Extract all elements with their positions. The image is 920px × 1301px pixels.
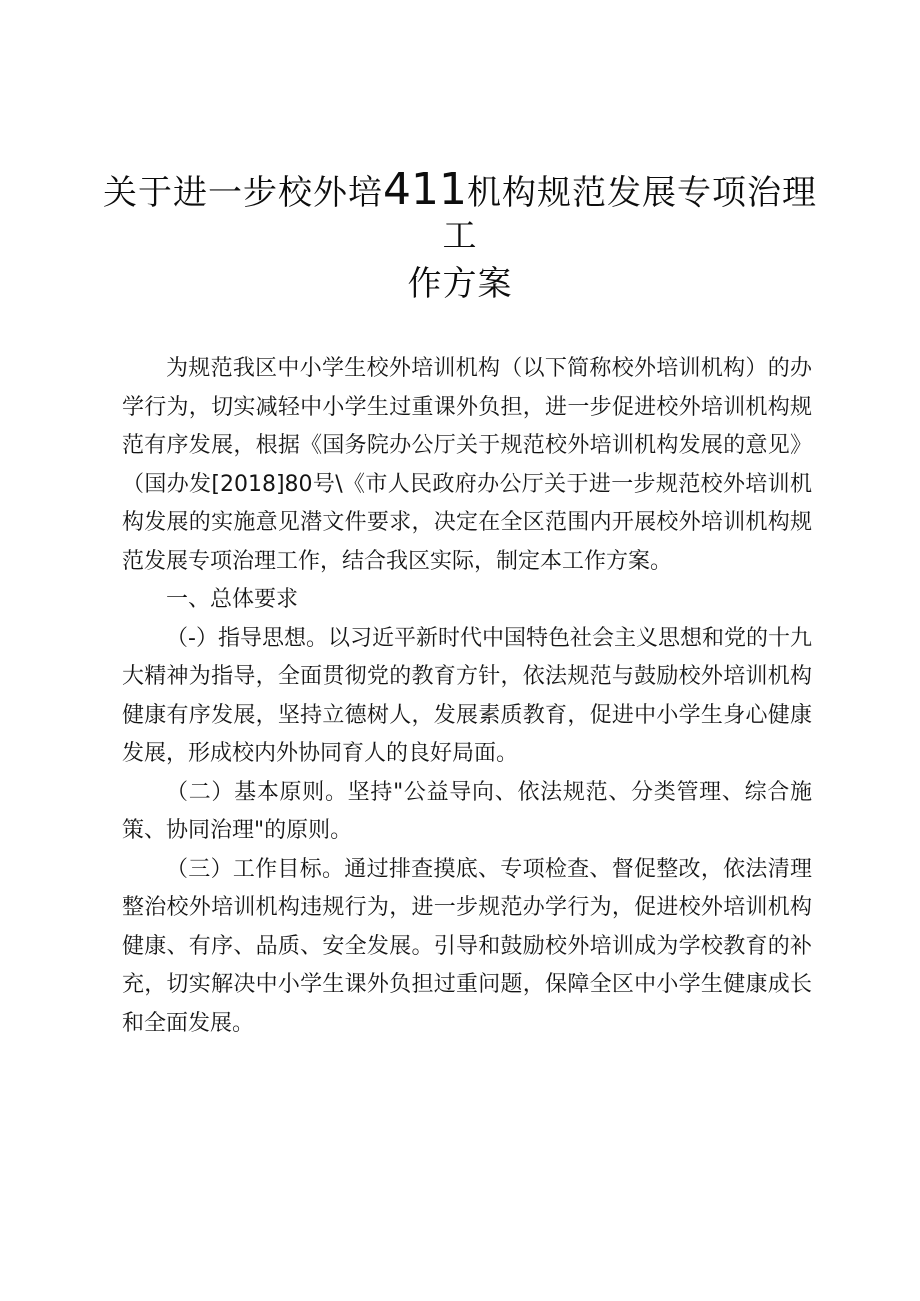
guiding-thought-paragraph: （-）指导思想。以习近平新时代中国特色社会主义思想和党的十九大精神为指导，全面贯彻党的教育方针，依法规范与鼓励校外培训机构健康有序发展，坚持立德树人，发展素质教育，促进中小学生身心健康发展，形成校内外协同育人的良好局面。 (122, 625, 812, 766)
title-suffix: 机构规范发展专项治理 (466, 173, 817, 213)
section-heading: 一、总体要求 (166, 587, 299, 612)
title-prefix: 关于进一步校外培 (103, 173, 383, 213)
intro-paragraph: 为规范我区中小学生校外培训机构（以下简称校外培训机构）的办学行为，切实减轻中小学生过重课外负担，进一步促进校外培训机构规范有序发展，根据《国务院办公厅关于规范校外培训机构发展的意见》（国办发[2018]80号\《市人民政府办公厅关于进一步规范校外培训机构发展的实施意见潜文件要求，决定在全区范围内开展校外培训机构规范发展专项治理工作，结合我区实际，制定本工作方案。 (122, 356, 813, 574)
document-title-line-3: 作方案 (407, 264, 513, 304)
work-goals-paragraph: （三）工作目标。通过排查摸底、专项检查、督促整改，依法清理整治校外培训机构违规行为，进一步规范办学行为，促进校外培训机构健康、有序、品质、安全发展。引导和鼓励校外培训成为学校教育的补充，切实解决中小学生课外负担过重问题，保障全区中小学生健康成长和全面发展。 (122, 856, 812, 1036)
document-body (122, 350, 812, 1043)
document-title-line-1 (0, 164, 920, 215)
basic-principles-paragraph: （二）基本原则。坚持"公益导向、依法规范、分类管理、综合施策、协同治理"的原则。 (122, 779, 812, 843)
document-title-line-2: 工 (442, 216, 478, 256)
title-number: 411 (383, 164, 467, 215)
